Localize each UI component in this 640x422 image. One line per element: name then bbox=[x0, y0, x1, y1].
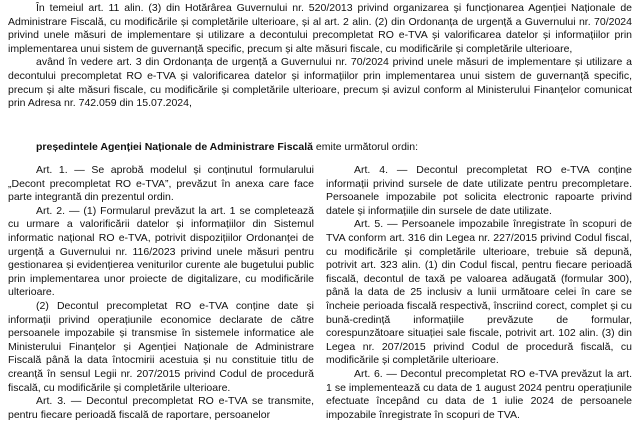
article-2-paragraph-1: Art. 2. — (1) Formularul prevăzut la art. 1 se completează cu urmare a valorificării datelor și informațiilor din Sistemul informatic național RO e-TVA, potrivit dispozițiilor Ordonanței de urgență a Guvernului nr. 116/2023 privind unele măsuri pentru gestionarea și evidențierea veniturilor curente ale bugetului public prin implementarea unor proiecte de digitalizare, cu modificările ulterioare. bbox=[8, 204, 314, 299]
article-5: Art. 5. — Persoanele impozabile înregistrate în scopuri de TVA conform art. 316 din Legea nr. 227/2015 privind Codul fiscal, cu modificările și completările ulterioare, trebuie să depună, potrivit art. 323 alin. (1) din Codul fiscal, pentru fiecare perioadă fiscală, decontul de taxă pe valoarea adăugată (formular 300), până la data de 25 inclusiv a lunii următoare celei în care se încheie perioada fiscală respectivă, înscriind corect, complet și cu bună-credință informațiile prevăzute de formular, corespunzătoare situației sale fiscale, potrivit art. 102 alin. (3) din Legea nr. 207/2015 privind Codul de procedură fiscală, cu modificările și completările ulterioare. bbox=[326, 218, 632, 367]
issuer-action: emite următorul ordin: bbox=[312, 141, 419, 153]
article-4: Art. 4. — Decontul precompletat RO e-TVA conține informații privind sursele de date utilizate pentru precompletare. Persoanele impozabile pot solicita electronic rapoarte privind datele și informațiile din sursele de date utilizate. bbox=[326, 164, 632, 217]
preamble-considering: având în vedere art. 3 din Ordonanța de urgență a Guvernului nr. 70/2024 privind unele măsuri de implementare și utilizare a decontului precompletat RO e-TVA și valorificarea datelor și informațiilor prin implementarea unui sistem de guvernanță specific, precum și alte măsuri fiscale, cu modificările și completările ulterioare, precum și avizul conform al Ministerului Finanțelor comunicat prin Adresa nr. 742.059 din 15.07.2024, bbox=[8, 56, 632, 110]
article-1: Art. 1. — Se aprobă modelul și conținutul formularului „Decont precompletat RO e-TVA”, prevăzut în anexa care face parte integrantă din prezentul ordin. bbox=[8, 164, 314, 204]
left-column bbox=[8, 164, 314, 422]
preamble bbox=[8, 2, 632, 111]
article-2-paragraph-2: (2) Decontul precompletat RO e-TVA conține date și informații privind operațiunile economice declarate de către persoanele impozabile și transmise în sistemele informatice ale Ministerului Finanțelor și Agenției Naționale de Administrare Fiscală până la data întocmirii acestuia și nu constituie titlu de creanță în sensul Legii nr. 207/2015 privind Codul de procedură fiscală, cu modificările și completările ulterioare. bbox=[8, 299, 314, 394]
preamble-legal-basis: În temeiul art. 11 alin. (3) din Hotărârea Guvernului nr. 520/2013 privind organizarea și funcționarea Agenției Naționale de Administrare Fiscală, cu modificările și completările ulterioare, și al art. 2 alin. (2) din Ordonanța de urgență a Guvernului nr. 70/2024 privind unele măsuri de implementare și utilizare a decontului precompletat RO e-TVA și valorificarea datelor și informațiilor prin implementarea unui sistem de guvernanță specific, precum și alte măsuri fiscale, cu modificările și completările ulterioare, bbox=[8, 2, 632, 55]
issuer-title: președintele Agenției Naționale de Administrare Fiscală bbox=[36, 141, 313, 153]
article-3: Art. 3. — Decontul precompletat RO e-TVA se transmite, pentru fiecare perioadă fiscală de raportare, persoanelor bbox=[8, 395, 314, 421]
right-column bbox=[326, 164, 632, 422]
article-6: Art. 6. — Decontul precompletat RO e-TVA prevăzut la art. 1 se implementează cu data de 1 august 2024 pentru operațiunile efectuate începând cu data de 1 iulie 2024 de persoanele impozabile înregistrate în scopuri de TVA. bbox=[326, 367, 632, 421]
issuer-line bbox=[36, 141, 418, 155]
